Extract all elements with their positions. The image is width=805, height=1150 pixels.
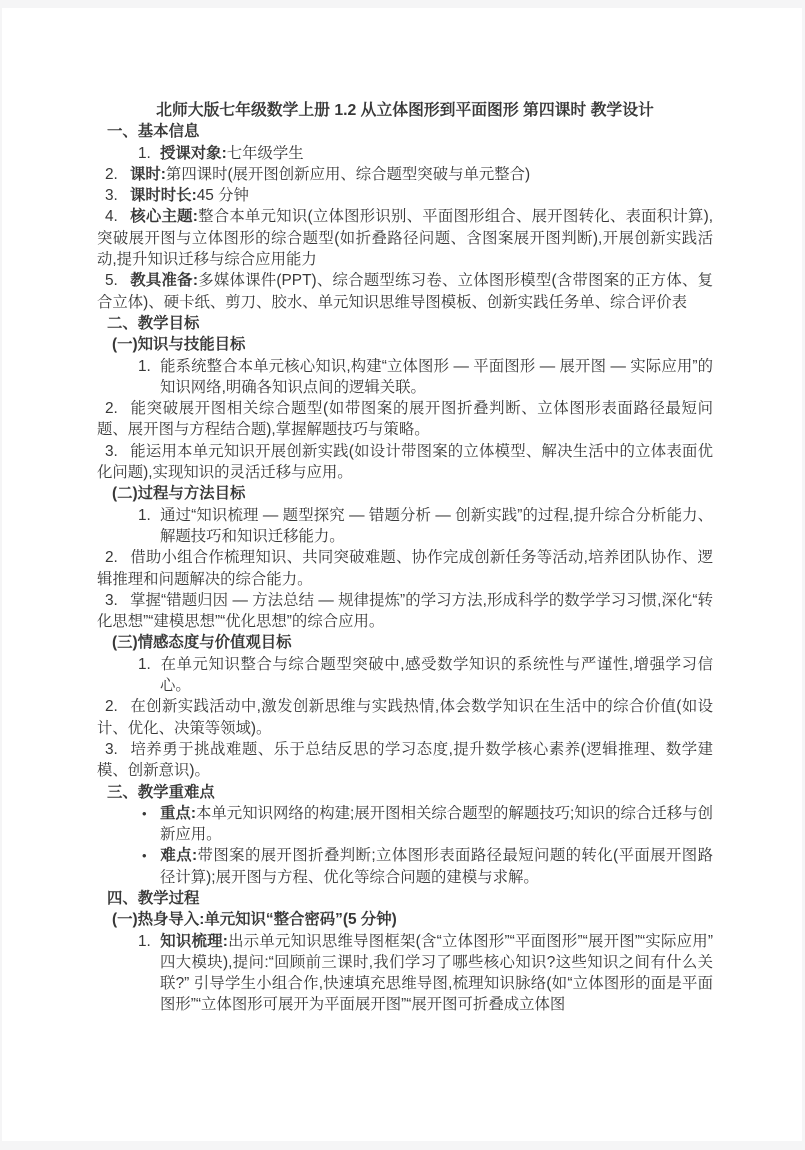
subsection-heading — [112, 334, 713, 355]
bullet-item — [97, 845, 713, 888]
paragraph-text: 45 分钟 — [196, 187, 249, 205]
list-number: 3. — [105, 442, 118, 460]
document-page — [2, 8, 802, 1141]
list-number: 2. — [105, 165, 118, 183]
bullet-item — [97, 803, 713, 846]
paragraph-text: 七年级学生 — [226, 144, 304, 162]
list-number: 1. — [138, 144, 151, 162]
list-number: 1. — [138, 655, 151, 673]
numbered-item — [97, 270, 713, 313]
item-label: 课时: — [130, 165, 166, 183]
paragraph-text: (三)情感态度与价值观目标 — [112, 634, 292, 652]
paragraph-text: 能突破展开图相关综合题型(如带图案的展开图折叠判断、立体图形表面路径最短问题、展开图与方程结合题),掌握解题技巧与策略。 — [97, 400, 713, 439]
numbered-subitem — [97, 356, 713, 399]
paragraph-text: 一、基本信息 — [107, 123, 200, 141]
list-number: 5. — [105, 272, 118, 290]
section-heading — [107, 782, 713, 803]
list-number: 1. — [138, 932, 151, 950]
list-number: 3. — [105, 187, 118, 205]
numbered-item — [97, 185, 713, 206]
numbered-subitem — [97, 931, 713, 1016]
list-number: 2. — [105, 400, 118, 418]
paragraph-text: (一)热身导入:单元知识“整合密码”(5 分钟) — [112, 911, 397, 929]
paragraph-text: 在单元知识整合与综合题型突破中,感受数学知识的系统性与严谨性,增强学习信心。 — [160, 655, 713, 695]
paragraph-text: 二、教学目标 — [107, 314, 200, 332]
numbered-item — [97, 739, 713, 782]
paragraph-text: (一)知识与技能目标 — [112, 336, 246, 354]
item-label: 重点: — [160, 804, 196, 822]
section-heading — [107, 121, 713, 142]
numbered-item — [97, 547, 713, 590]
paragraph-text: 带图案的展开图折叠判断;立体图形表面路径最短问题的转化(平面展开图路径计算);展开图与方程、优化等综合问题的建模与求解。 — [160, 847, 713, 886]
bullet-marker-icon: • — [142, 848, 147, 864]
numbered-subitem — [97, 505, 713, 548]
list-number: 3. — [105, 591, 118, 609]
list-number: 1. — [138, 357, 151, 375]
list-number: 2. — [105, 698, 118, 716]
paragraph-text: 掌握“错题归因 — 方法总结 — 规律提炼”的学习方法,形成科学的数学学习习惯,深化“转化思想”“建模思想”“优化思想”的综合应用。 — [97, 591, 713, 631]
subsection-heading — [112, 632, 713, 653]
numbered-item — [97, 398, 713, 441]
numbered-subitem — [97, 654, 713, 697]
paragraph-text: 出示单元知识思维导图框架(含“立体图形”“平面图形”“展开图”“实际应用” 四大模块),提问:“回顾前三课时,我们学习了哪些核心知识?这些知识之间有什么关联?” 引导学生小组合作,快速填充思维导图,梳理知识脉络(如“立体图形的面是平面图形”“立体图形可展开为平面展开图”“展开图可折叠成立体图 — [160, 932, 713, 1014]
paragraph-text: 四、教学过程 — [107, 889, 200, 907]
item-label: 知识梳理: — [160, 932, 228, 950]
paragraph-text: 第四课时(展开图创新应用、综合题型突破与单元整合) — [165, 165, 531, 183]
paragraph-text: (二)过程与方法目标 — [112, 485, 246, 503]
paragraph-text: 培养勇于挑战难题、乐于总结反思的学习态度,提升数学核心素养(逻辑推理、数学建模、创新意识)。 — [97, 740, 713, 780]
list-number: 3. — [105, 740, 118, 758]
subsection-heading — [112, 909, 713, 930]
document-title: 北师大版七年级数学上册 1.2 从立体图形到平面图形 第四课时 教学设计 — [156, 102, 654, 119]
section-heading — [107, 313, 713, 334]
item-label: 授课对象: — [160, 144, 227, 162]
subsection-heading — [112, 483, 713, 504]
document-body — [97, 121, 713, 1015]
list-number: 1. — [138, 506, 151, 524]
paragraph-text: 借助小组合作梳理知识、共同突破难题、协作完成创新任务等活动,培养团队协作、逻辑推理和问题解决的综合能力。 — [97, 549, 713, 588]
item-label: 核心主题: — [130, 208, 198, 226]
numbered-item — [97, 164, 713, 185]
paragraph-text: 通过“知识梳理 — 题型探究 — 错题分析 — 创新实践”的过程,提升综合分析能力、解题技巧和知识迁移能力。 — [160, 506, 713, 545]
paragraph-text: 在创新实践活动中,激发创新思维与实践热情,体会数学知识在生活中的综合价值(如设计、优化、决策等领域)。 — [97, 698, 713, 737]
list-number: 4. — [105, 208, 118, 226]
paragraph-text: 多媒体课件(PPT)、综合题型练习卷、立体图形模型(含带图案的正方体、复合立体)、硬卡纸、剪刀、胶水、单元知识思维导图模板、创新实践任务单、综合评价表 — [97, 272, 713, 311]
bullet-marker-icon: • — [142, 805, 147, 821]
list-number: 2. — [105, 549, 118, 567]
numbered-item — [97, 441, 713, 484]
numbered-subitem — [97, 143, 713, 164]
paragraph-text: 本单元知识网络的构建;展开图相关综合题型的解题技巧;知识的综合迁移与创新应用。 — [160, 804, 713, 844]
item-label: 教具准备: — [130, 272, 198, 290]
paragraph-text: 三、教学重难点 — [107, 783, 215, 801]
paragraph-text: 整合本单元知识(立体图形识别、平面图形组合、展开图转化、表面积计算),突破展开图与立体图形的综合题型(如折叠路径问题、含图案展开图判断),开展创新实践活动,提升知识迁移与综合应用能力 — [97, 208, 713, 269]
paragraph-text: 能系统整合本单元核心知识,构建“立体图形 — 平面图形 — 展开图 — 实际应用”的知识网络,明确各知识点间的逻辑关联。 — [160, 357, 713, 396]
item-label: 课时时长: — [130, 187, 197, 205]
numbered-item — [97, 696, 713, 739]
numbered-item — [97, 590, 713, 633]
paragraph-text: 能运用本单元知识开展创新实践(如设计带图案的立体模型、解决生活中的立体表面优化问题),实现知识的灵活迁移与应用。 — [97, 442, 713, 482]
numbered-item — [97, 206, 713, 270]
section-heading — [107, 888, 713, 909]
item-label: 难点: — [160, 847, 198, 865]
